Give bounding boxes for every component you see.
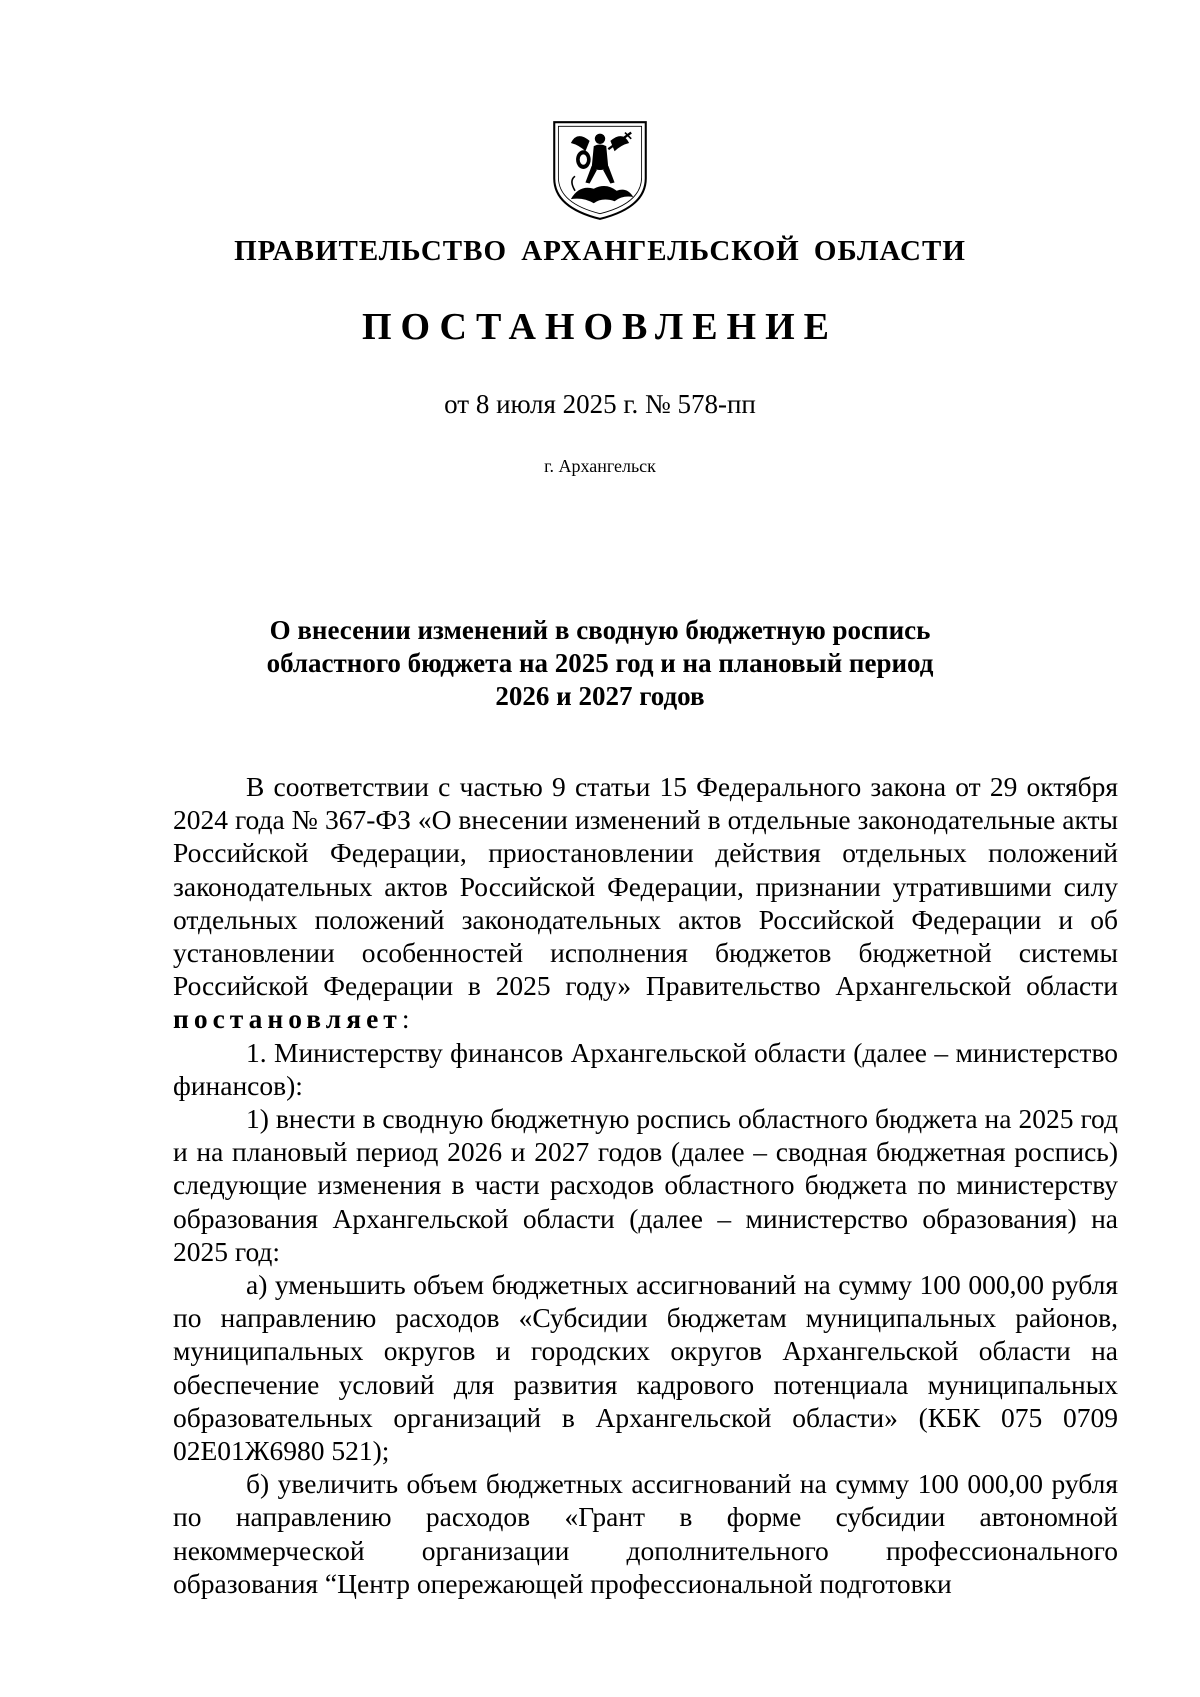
preamble-text: В соответствии с частью 9 статьи 15 Федерального закона от 29 октября 2024 года № 367-ФЗ «О внесении изменений в отдельные законодательные акты Российской Федерации, приостановлении действия отдельных положений законодательных актов Российской Федерации, признании утратившими силу отдельных положений законодательных актов Российской Федерации и об установлении особенностей исполнения бюджетов бюджетной системы Российской Федерации в 2025 году» Правительство Архангельской области: [173, 771, 1118, 1002]
doc-title-line: 2026 и 2027 годов: [495, 681, 705, 711]
org-name: ПРАВИТЕЛЬСТВО АРХАНГЕЛЬСКОЙ ОБЛАСТИ: [234, 235, 966, 267]
doc-type-title: ПОСТАНОВЛЕНИЕ: [361, 306, 839, 348]
resolve-keyword: постановляет: [173, 1003, 402, 1035]
doc-title: [0, 614, 1200, 713]
doc-title-line: О внесении изменений в сводную бюджетную роспись: [269, 615, 931, 645]
document-body: [173, 770, 1118, 1600]
preamble-end: :: [401, 1003, 410, 1035]
paragraph-item-b: б) увеличить объем бюджетных ассигнований на сумму 100 000,00 рубля по направлению расходов «Грант в форме субсидии автономной некоммерческой организации дополнительного профессионального образования “Центр опережающей профессиональной подготовки: [173, 1468, 1118, 1599]
coat-of-arms-icon: [548, 118, 652, 222]
preamble-paragraph: [173, 770, 1118, 1036]
paragraph-item-a: а) уменьшить объем бюджетных ассигнований на сумму 100 000,00 рубля по направлению расходов «Субсидии бюджетам муниципальных районов, муниципальных округов и городских округов Архангельской области на обеспечение условий для развития кадрового потенциала муниципальных образовательных организаций в Архангельской области» (КБК 075 0709 02Е01Ж6980 521);: [173, 1269, 1118, 1467]
doc-date-number: от 8 июля 2025 г. № 578-пп: [444, 389, 756, 419]
paragraph-item-1: 1. Министерству финансов Архангельской области (далее – министерство финансов):: [173, 1036, 1118, 1101]
doc-city: г. Архангельск: [544, 456, 656, 476]
doc-title-line: областного бюджета на 2025 год и на плановый период: [266, 648, 934, 678]
paragraph-item-1-1: 1) внести в сводную бюджетную роспись областного бюджета на 2025 год и на плановый период 2026 и 2027 годов (далее – сводная бюджетная роспись) следующие изменения в части расходов областного бюджета по министерству образования Архангельской области (далее – министерство образования) на 2025 год:: [173, 1103, 1118, 1267]
